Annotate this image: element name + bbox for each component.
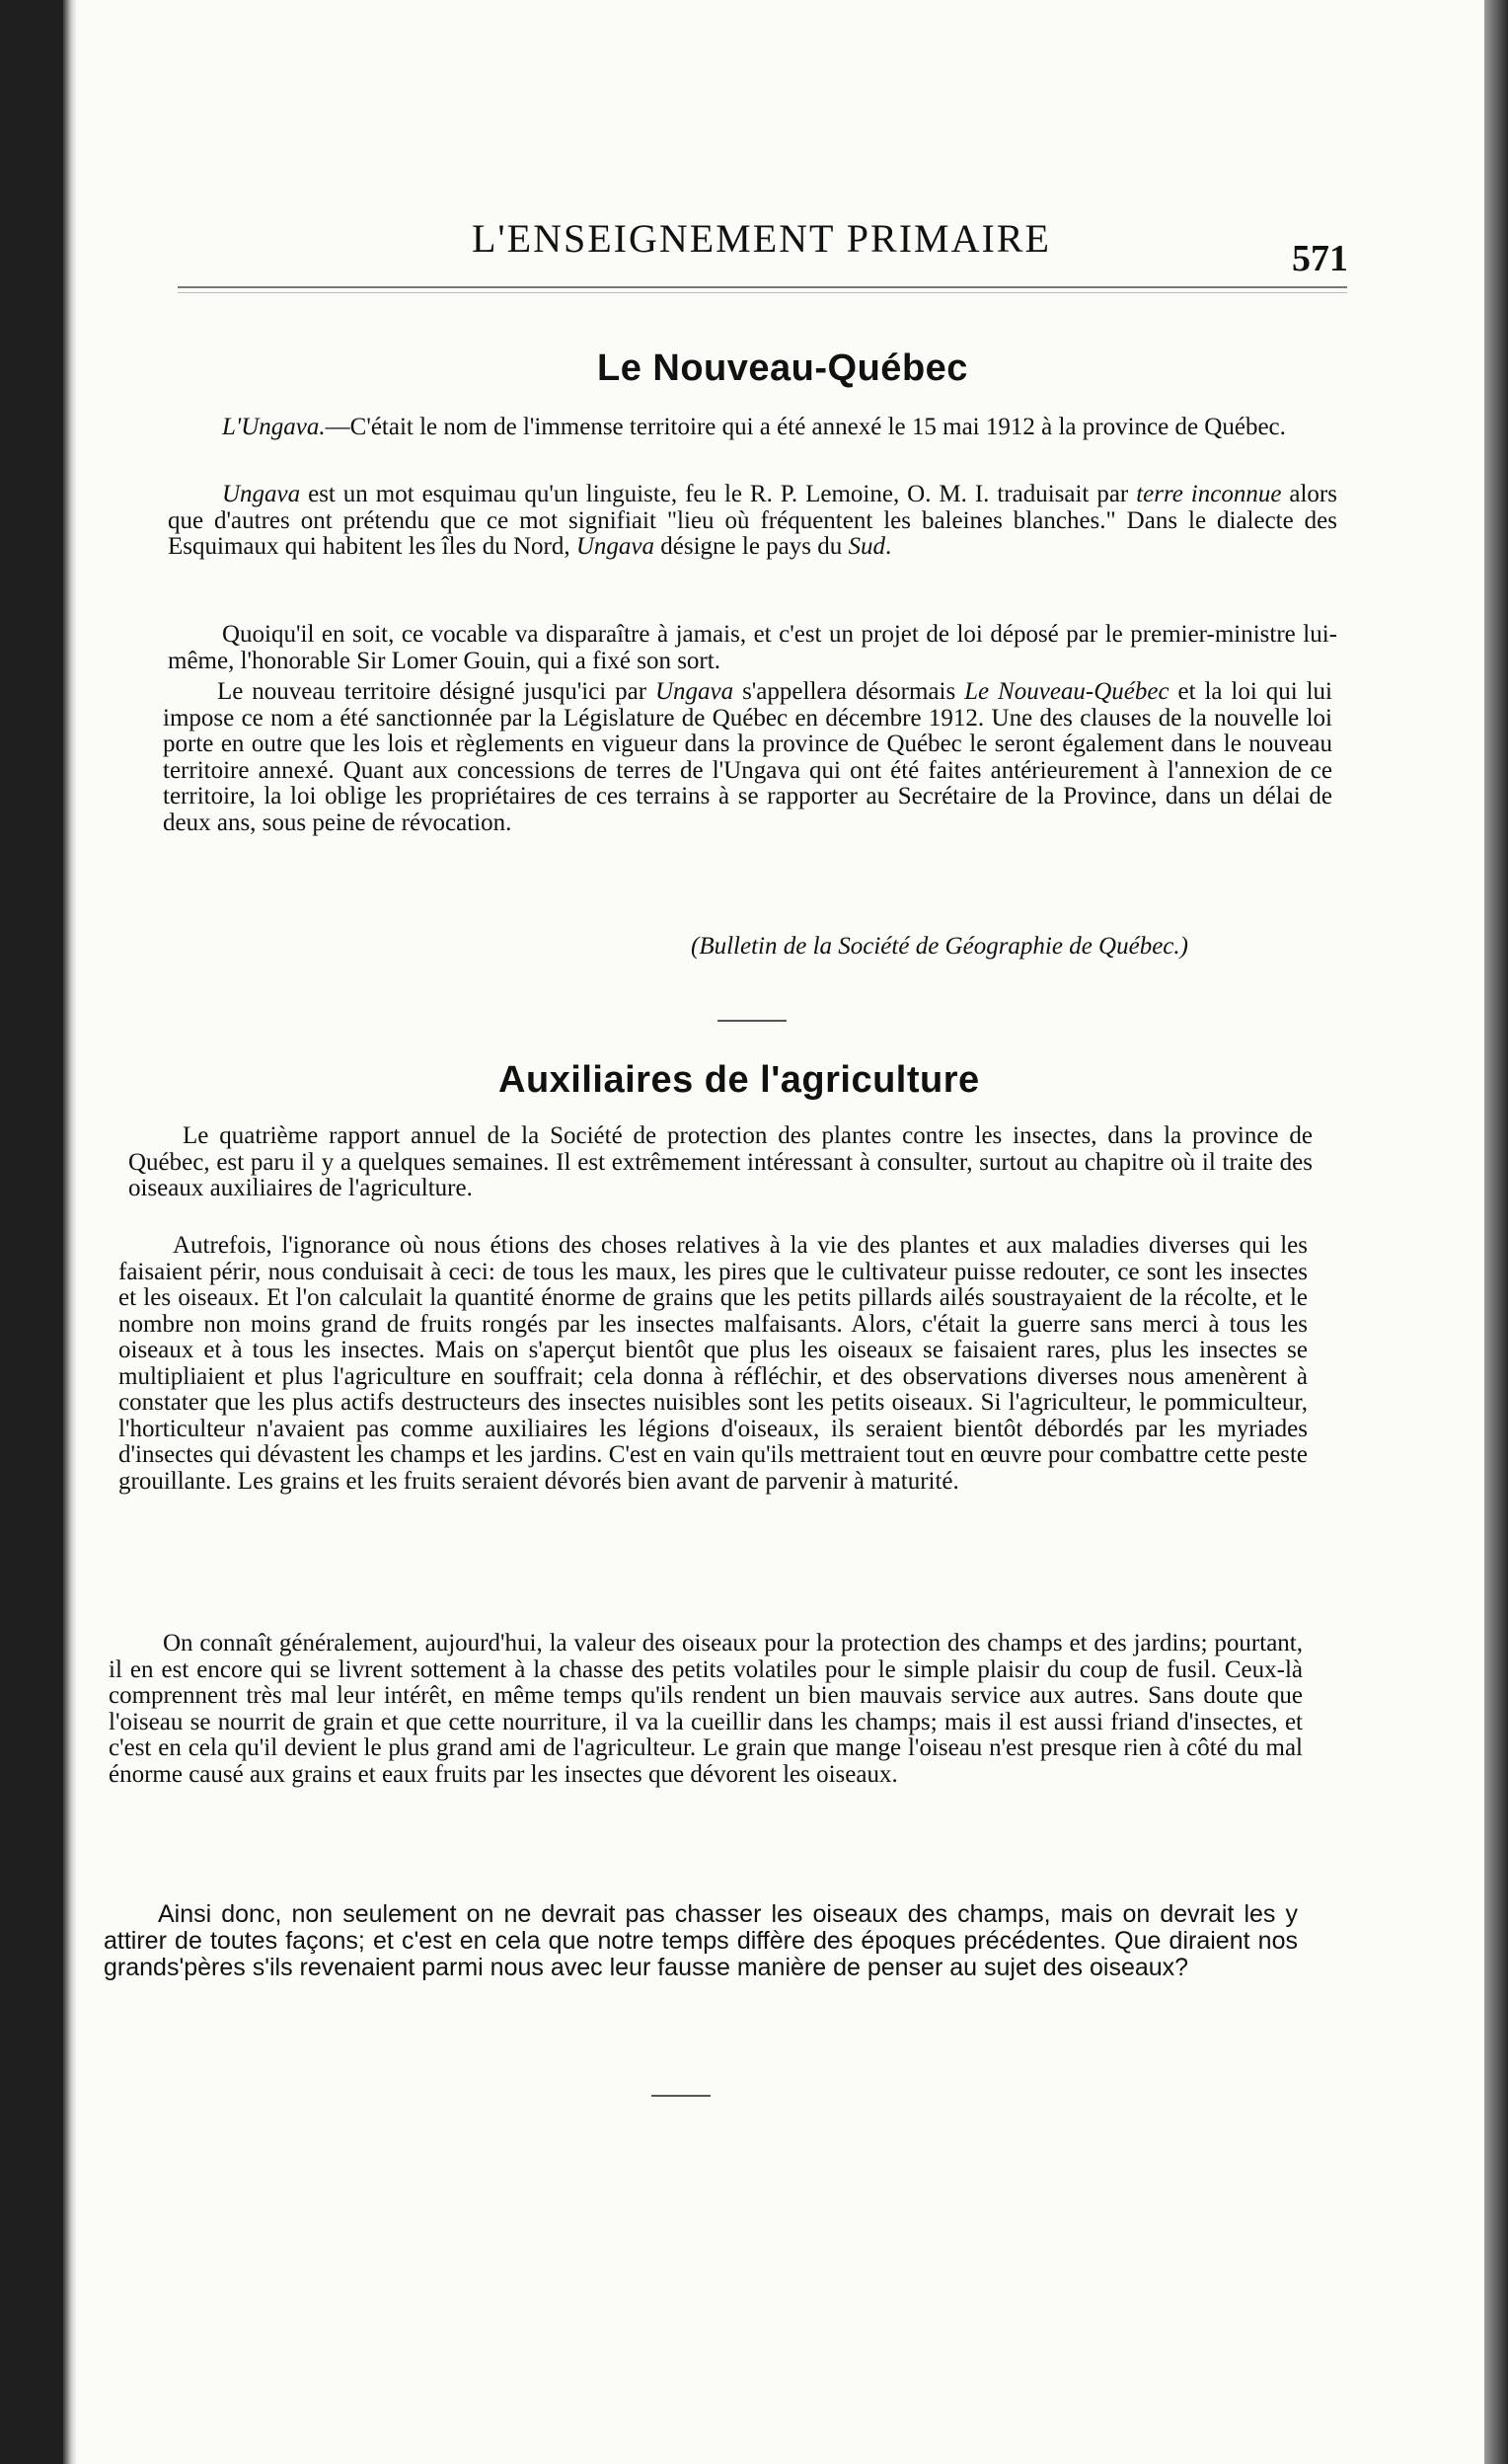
article-paragraph: Ainsi donc, non seulement on ne devrait pas chasser les oiseaux des champs, mais on devrait les y attirer de toutes façons; et c'est en cela que notre temps diffère des époques précédentes. Que diraient nos grands'pères s'ils revenaient parmi nous avec leur fausse manière de penser au sujet des oiseaux? — [104, 1900, 1298, 1981]
page-edge-shadow — [1484, 0, 1508, 2464]
header-rule — [178, 286, 1347, 288]
source-citation: (Bulletin de la Société de Géographie de Québec.) — [691, 933, 1188, 960]
page-gutter-shadow — [63, 0, 77, 2464]
header-rule-secondary — [178, 292, 1347, 293]
running-title: L'ENSEIGNEMENT PRIMAIRE — [472, 216, 1051, 261]
article-paragraph: On connaît généralement, aujourd'hui, la valeur des oiseaux pour la protection des champs et des jardins; pourtant, il en est encore qui se livrent sottement à la chasse des petits volatiles pour le simple plaisir du coup de fusil. Ceux-là comprennent très mal leur intérêt, en même temps qu'ils rendent un bien mauvais service aux autres. Sans doute que l'oiseau se nourrit de grain et que cette nourriture, il va la cueillir dans les champs; mais il est aussi friand d'insectes, et c'est en cela qu'il devient le plus grand ami de l'agriculteur. Le grain que mange l'oiseau n'est presque rien à côté du mal énorme causé aux grains et eaux fruits par les insectes que dévorent les oiseaux. — [109, 1630, 1303, 1788]
article-paragraph: Ungava est un mot esquimau qu'un linguiste, feu le R. P. Lemoine, O. M. I. traduisait par terre inconnue alors que d'autres ont prétendu que ce mot signifiait "lieu où fréquentent les baleines blanches." Dans le dialecte des Esquimaux qui habitent les îles du Nord, Ungava désigne le pays du Sud. — [168, 481, 1337, 560]
article-title: Le Nouveau-Québec — [597, 347, 968, 389]
article-title: Auxiliaires de l'agriculture — [498, 1059, 980, 1101]
section-separator — [651, 2095, 711, 2097]
article-paragraph: L'Ungava.—C'était le nom de l'immense territoire qui a été annexé le 15 mai 1912 à la province de Québec. — [222, 414, 1286, 440]
page-number: 571 — [1292, 238, 1348, 279]
article-paragraph: Le quatrième rapport annuel de la Société de protection des plantes contre les insectes, dans la province de Québec, est paru il y a quelques semaines. Il est extrêmement intéressant à consulter, surtout au chapitre où il traite des oiseaux auxiliaires de l'agriculture. — [128, 1122, 1313, 1201]
running-header — [158, 215, 1348, 279]
section-separator — [717, 1020, 787, 1022]
article-paragraph: Le nouveau territoire désigné jusqu'ici par Ungava s'appellera désormais Le Nouveau-Québec et la loi qui lui impose ce nom a été sanctionnée par la Législature de Québec en décembre 1912. Une des clauses de la nouvelle loi porte en outre que les lois et règlements en vigueur dans la province de Québec le seront également dans le nouveau territoire annexé. Quant aux concessions de terres de l'Ungava qui ont été faites antérieurement à l'annexion de ce territoire, la loi oblige les propriétaires de ces terrains à se rapporter au Secrétaire de la Province, dans un délai de deux ans, sous peine de révocation. — [163, 678, 1333, 836]
article-paragraph: Quoiqu'il en soit, ce vocable va disparaître à jamais, et c'est un projet de loi déposé par le premier-ministre lui-même, l'honorable Sir Lomer Gouin, qui a fixé son sort. — [168, 621, 1337, 674]
paragraph-lead: L'Ungava. — [222, 414, 326, 440]
article-paragraph: Autrefois, l'ignorance où nous étions des choses relatives à la vie des plantes et aux maladies diverses qui les faisaient périr, nous conduisait à ceci: de tous les maux, les pires que le cultivateur puisse redouter, ce sont les insectes et les oiseaux. Et l'on calculait la quantité énorme de grains que les petits pillards ailés soustrayaient de la récolte, et le nombre non moins grand de fruits rongés par les insectes malfaisants. Alors, c'était la guerre sans merci à tous les oiseaux et à tous les insectes. Mais on s'aperçut bientôt que plus les oiseaux se faisaient rares, plus les insectes se multipliaient et plus l'agriculture en souffrait; cela donna à réfléchir, et des observations diverses nous amenèrent à constater que les plus actifs destructeurs des insectes nuisibles sont les petits oiseaux. Si l'agriculteur, le pommiculteur, l'horticulteur n'avaient pas comme auxiliaires les légions d'oiseaux, ils seraient bientôt débordés par les myriades d'insectes qui dévastent les champs et les jardins. C'est en vain qu'ils mettraient tout en œuvre pour combattre cette peste grouillante. Les grains et les fruits seraient dévorés bien avant de parvenir à maturité. — [118, 1232, 1308, 1495]
